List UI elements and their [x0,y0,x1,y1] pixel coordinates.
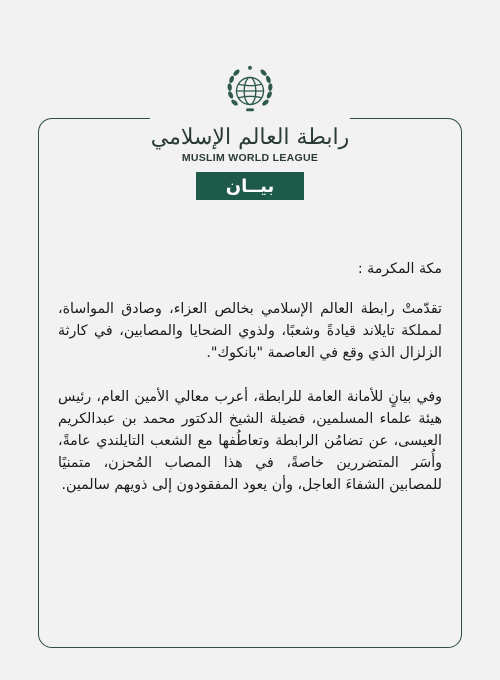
dateline: مكة المكرمة : [357,261,442,277]
header-logo [0,62,500,200]
statement-body [58,258,442,518]
org-name-arabic: رابطة العالم الإسلامي [150,125,350,150]
paragraph-1: تقدّمتْ رابطة العالم الإسلامي بخالص العزاء، وصادق المواساة، لمملكة تايلاند قيادةً وشعبًا، ولذوي الضحايا والمصابين، في كارثة الزلزال الذي وقع في العاصمة "بانكوك". [58,301,442,361]
paragraph-2: وفي بيانٍ للأمانة العامة للرابطة، أعرب معالي الأمين العام، رئيس هيئة علماء المسلمين، فضيلة الشيخ الدكتور محمد بن عبدالكريم العيسى، عن تضامُن الرابطة وتعاطُفها مع الشعب التايلندي عامةً، وأُسَر المتضررين خاصةً، في هذا المصاب المُحزن، متمنيًا للمصابين الشفاءَ العاجل، وأن يعود المفقودون إلى ذويهم سالمين. [58,389,442,493]
org-name-english: MUSLIM WORLD LEAGUE [181,152,319,165]
globe-wreath-emblem-icon [221,62,279,120]
statement-banner: بيــان [196,172,304,200]
